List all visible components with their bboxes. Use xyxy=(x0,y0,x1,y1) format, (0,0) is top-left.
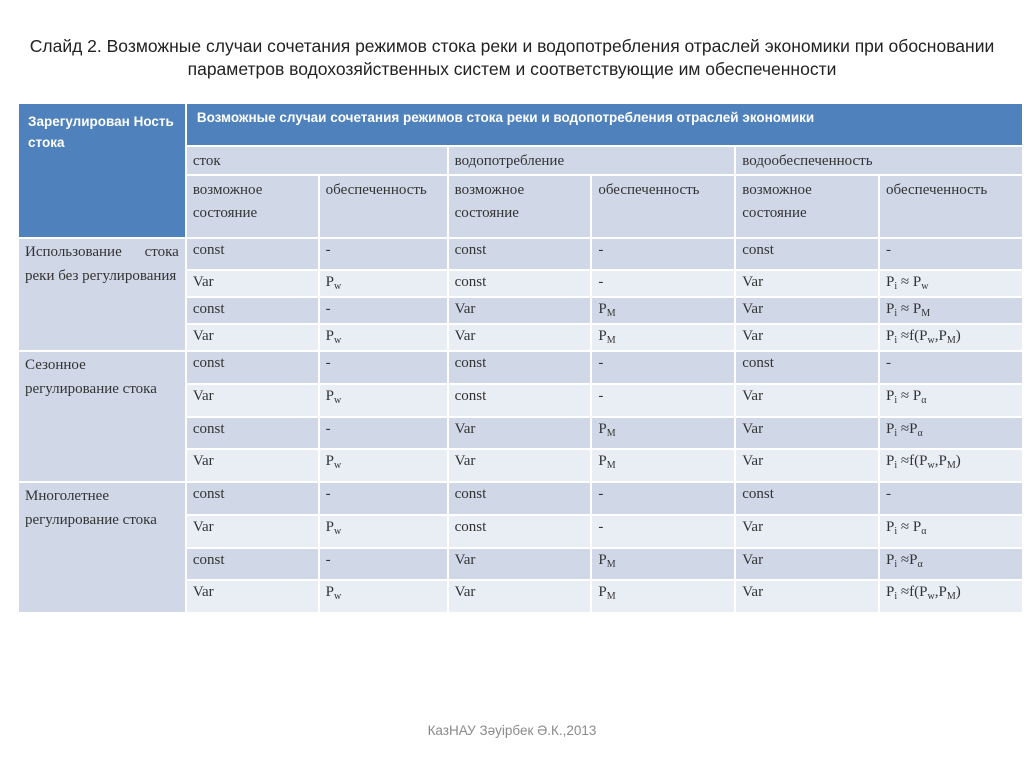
table-cell: Var xyxy=(735,580,879,613)
table-cell: $P_w$ xyxy=(319,384,448,417)
table-cell: $P_i \approx P_\alpha$ xyxy=(879,548,1023,580)
table-cell: const xyxy=(448,384,592,417)
table-cell: $P_M$ xyxy=(591,297,735,324)
table-cell: Var xyxy=(735,297,879,324)
table-cell: - xyxy=(319,238,448,270)
table-cell: $P_i \approx f(P_w,P_M)$ xyxy=(879,580,1023,613)
table-cell: Var xyxy=(735,515,879,548)
table-cell: $P_w$ xyxy=(319,449,448,482)
table-cell: Var xyxy=(735,324,879,351)
table-cell: - xyxy=(591,482,735,515)
table-cell: - xyxy=(319,351,448,384)
table-cell: $P_M$ xyxy=(591,324,735,351)
table-cell: const xyxy=(735,238,879,270)
slide-title: Слайд 2. Возможные случаи сочетания режимов стока реки и водопотребления отраслей экономики при обосновании параметров водохозяйственных систем и соответствующие им обеспеченности xyxy=(29,36,995,79)
table-cell: Var xyxy=(186,270,319,297)
table-row xyxy=(18,482,1023,515)
table-cell: const xyxy=(448,351,592,384)
table-cell: - xyxy=(879,482,1023,515)
footer-credit: КазНАУ Зәуірбек Ә.К.,2013 xyxy=(427,723,597,738)
table-cell: - xyxy=(591,515,735,548)
table-cell: $P_i \approx P_\alpha$ xyxy=(879,384,1023,417)
table-cell: Var xyxy=(735,417,879,449)
table-cell: $P_w$ xyxy=(319,515,448,548)
main-header: Возможные случаи сочетания режимов стока реки и водопотребления отраслей экономики xyxy=(186,103,1023,146)
table-cell: Var xyxy=(448,580,592,613)
table-cell: - xyxy=(591,238,735,270)
table-cell: $P_w$ xyxy=(319,270,448,297)
table-cell: $P_i \approx P_w$ xyxy=(879,270,1023,297)
table-row xyxy=(18,351,1023,384)
table-cell: $P_i \approx P_\alpha$ xyxy=(879,515,1023,548)
table-cell: $P_M$ xyxy=(591,417,735,449)
table-cell: const xyxy=(448,515,592,548)
table-cell: - xyxy=(319,297,448,324)
table-cell: const xyxy=(735,351,879,384)
table-cell: - xyxy=(319,482,448,515)
sub-header-probability: обеспеченность xyxy=(591,175,735,238)
table-cell: const xyxy=(186,482,319,515)
table-cell: Var xyxy=(448,297,592,324)
group-header-consumption: водопотребление xyxy=(448,146,736,175)
table-cell: - xyxy=(591,270,735,297)
table-cell: Var xyxy=(186,580,319,613)
table-cell: const xyxy=(186,351,319,384)
table-cell: $P_M$ xyxy=(591,449,735,482)
regulation-table xyxy=(17,102,1024,614)
table-cell: - xyxy=(319,417,448,449)
table-cell: Var xyxy=(448,449,592,482)
table-cell: Var xyxy=(735,384,879,417)
sub-header-probability: обеспеченность xyxy=(319,175,448,238)
corner-header: Зарегулирован Ность стока xyxy=(18,103,186,238)
table-cell: const xyxy=(735,482,879,515)
table-cell: Var xyxy=(448,548,592,580)
table-cell: $P_i \approx f(P_w,P_M)$ xyxy=(879,449,1023,482)
table-cell: const xyxy=(186,417,319,449)
table-cell: - xyxy=(591,351,735,384)
table-cell: Var xyxy=(448,417,592,449)
section-unregulated-label: Использование стока реки без регулирования xyxy=(18,238,186,351)
table-cell: Var xyxy=(735,270,879,297)
sub-header-probability: обеспеченность xyxy=(879,175,1023,238)
sub-header-state: возможное состояние xyxy=(186,175,319,238)
table-cell: const xyxy=(186,297,319,324)
table-cell: - xyxy=(879,238,1023,270)
table-cell: Var xyxy=(448,324,592,351)
table-cell: $P_i \approx P_M$ xyxy=(879,297,1023,324)
table-cell: Var xyxy=(186,384,319,417)
table-cell: const xyxy=(448,238,592,270)
table-cell: $P_w$ xyxy=(319,324,448,351)
table-cell: const xyxy=(448,270,592,297)
table-cell: Var xyxy=(735,548,879,580)
table-cell: Var xyxy=(186,515,319,548)
section-seasonal-label: Сезонное регулирование стока xyxy=(18,351,186,482)
section-multiyear-label: Многолетнее регулирование стока xyxy=(18,482,186,613)
table-cell: $P_i \approx f(P_w,P_M)$ xyxy=(879,324,1023,351)
group-header-supply: водообеспеченность xyxy=(735,146,1023,175)
table-cell: Var xyxy=(186,324,319,351)
table-cell: - xyxy=(591,384,735,417)
sub-header-state: возможное состояние xyxy=(735,175,879,238)
table-cell: $P_i \approx P_\alpha$ xyxy=(879,417,1023,449)
table-cell: - xyxy=(319,548,448,580)
table-row xyxy=(18,238,1023,270)
table-cell: $P_w$ xyxy=(319,580,448,613)
table-cell: Var xyxy=(735,449,879,482)
table-cell: const xyxy=(448,482,592,515)
group-header-flow: сток xyxy=(186,146,448,175)
table-cell: const xyxy=(186,238,319,270)
sub-header-state: возможное состояние xyxy=(448,175,592,238)
table-cell: $P_M$ xyxy=(591,580,735,613)
table-cell: const xyxy=(186,548,319,580)
table-cell: Var xyxy=(186,449,319,482)
table-cell: $P_M$ xyxy=(591,548,735,580)
table-cell: - xyxy=(879,351,1023,384)
